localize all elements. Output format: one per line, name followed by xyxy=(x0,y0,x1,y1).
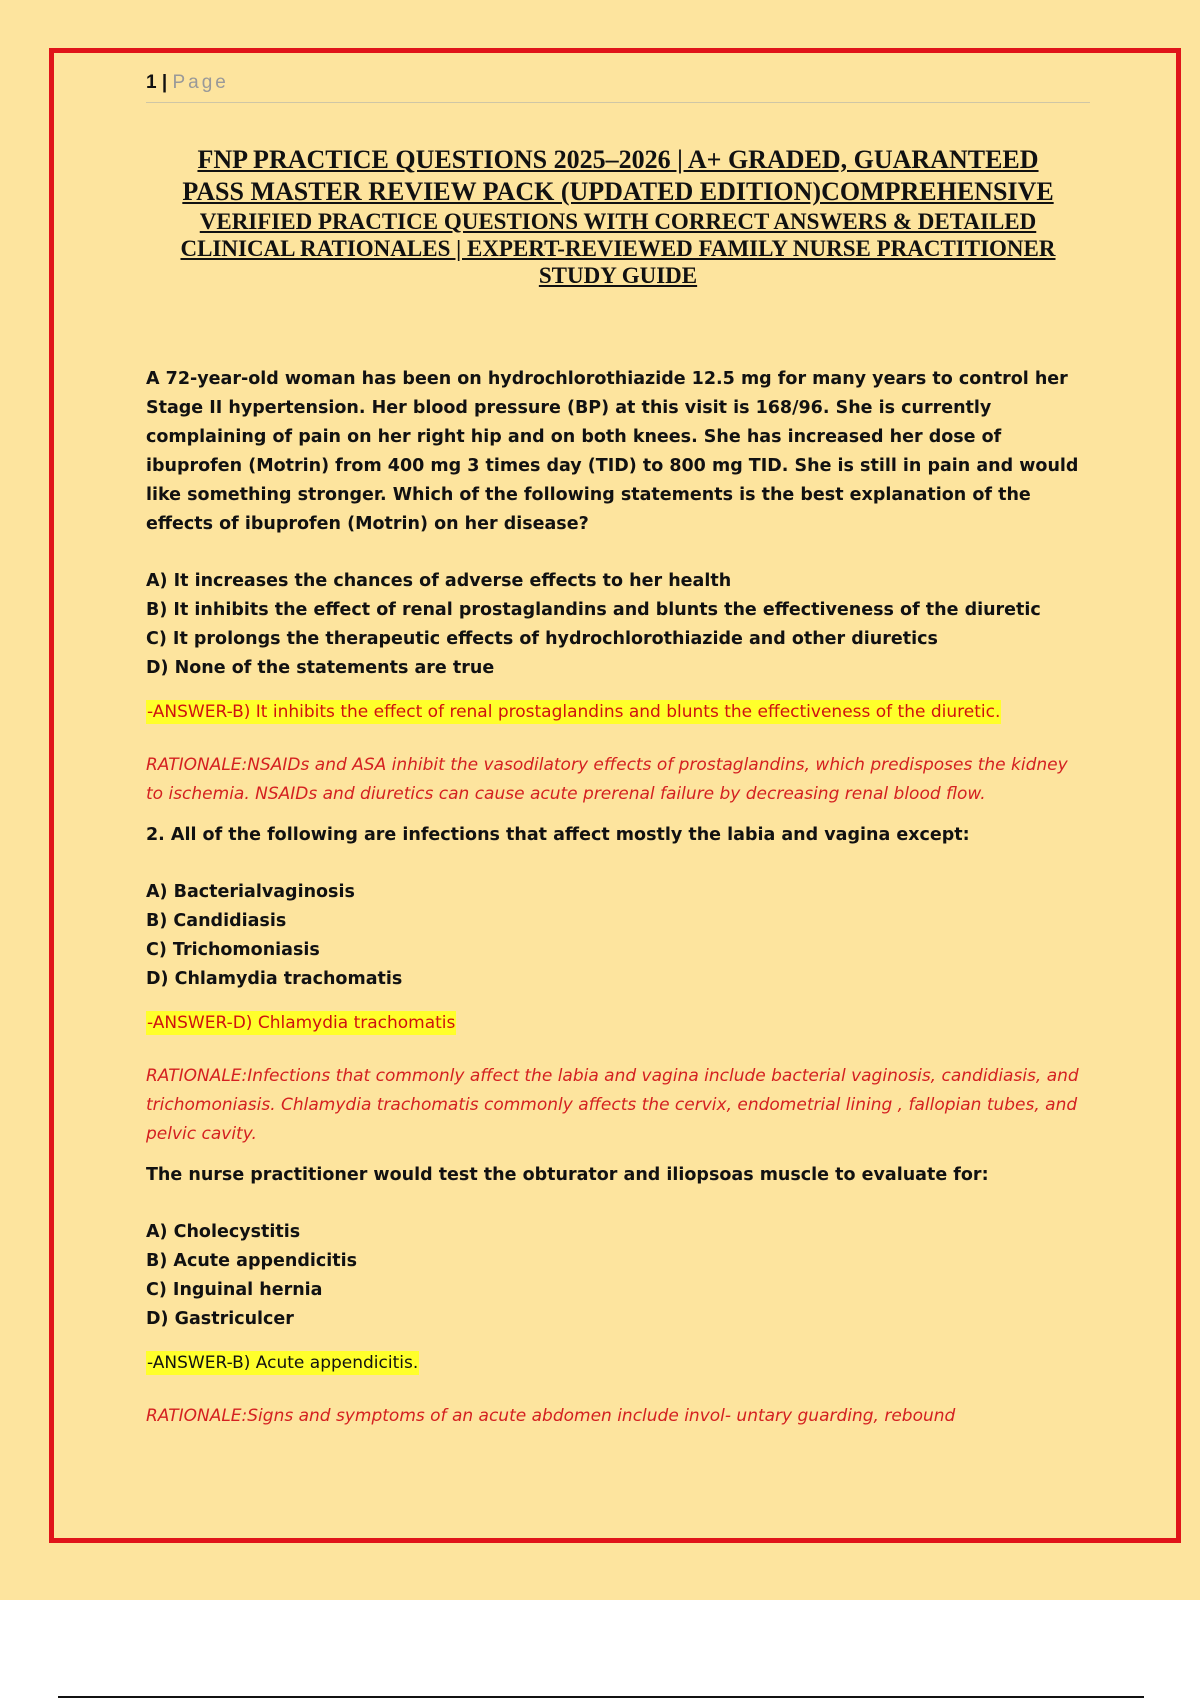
rationale-text: RATIONALE:NSAIDs and ASA inhibit the vasodilatory effects of prostaglandins, which predisposes the kidney to ischemia. NSAIDs and diuretics can cause acute prerenal failure by decreasing renal blood flow. xyxy=(146,755,1068,804)
option-a: A) Cholecystitis xyxy=(146,1222,301,1242)
question-text: The nurse practitioner would test the obturator and iliopsoas muscle to evaluate for: xyxy=(146,1165,989,1185)
answer-line xyxy=(146,1008,1090,1038)
option-d: D) None of the statements are true xyxy=(146,658,495,678)
title-line: VERIFIED PRACTICE QUESTIONS WITH CORRECT ANSWERS & DETAILED xyxy=(199,209,1037,234)
option-b: B) Acute appendicitis xyxy=(146,1251,357,1271)
page-header xyxy=(146,72,1090,103)
option-a: A) It increases the chances of adverse effects to her health xyxy=(146,571,732,591)
option-b: B) Candidiasis xyxy=(146,911,287,931)
title-line: STUDY GUIDE xyxy=(538,263,698,288)
option-a: A) Bacterialvaginosis xyxy=(146,882,355,902)
question-text: A 72-year-old woman has been on hydrochlorothiazide 12.5 mg for many years to control her Stage II hypertension. Her blood pressure (BP) at this visit is 168/96. She is currently complaining of pain on her right hip and on both knees. She has increased her dose of ibuprofen (Motrin) from 400 mg 3 times day (TID) to 800 mg TID. She is still in pain and would like something stronger. Which of the following statements is the best explanation of the effects of ibuprofen (Motrin) on her disease? xyxy=(146,369,1079,534)
question-text: 2. All of the following are infections that affect mostly the labia and vagina except: xyxy=(146,825,970,845)
title-line: CLINICAL RATIONALES | EXPERT-REVIEWED FAMILY NURSE PRACTITIONER xyxy=(180,236,1056,261)
answer-highlight: -ANSWER-B) Acute appendicitis. xyxy=(147,1353,419,1373)
answer-options xyxy=(146,1218,1090,1334)
answer-line xyxy=(146,697,1090,727)
page-number: 1 xyxy=(146,72,157,93)
answer-line xyxy=(146,1348,1090,1378)
answer-highlight: -ANSWER-D) Chlamydia trachomatis xyxy=(147,1013,456,1033)
page-label: Page xyxy=(172,72,229,93)
rationale-text: RATIONALE:Infections that commonly affect the labia and vagina include bacterial vaginosis, candidiasis, and trichomoniasis. Chlamydia trachomatis commonly affects the cervix, endometrial lining , fallopian tubes, and pelvic cavity. xyxy=(146,1066,1079,1144)
option-d: D) Gastriculcer xyxy=(146,1309,294,1329)
question-block xyxy=(146,821,1090,1149)
document-title xyxy=(146,144,1090,289)
rationale-text: RATIONALE:Signs and symptoms of an acute abdomen include invol- untary guarding, rebound xyxy=(146,1406,956,1426)
question-block xyxy=(146,1161,1090,1431)
option-c: C) It prolongs the therapeutic effects of hydrochlorothiazide and other diuretics xyxy=(146,629,938,649)
answer-options xyxy=(146,878,1090,994)
answer-options xyxy=(146,567,1090,683)
question-block xyxy=(146,365,1090,809)
option-c: C) Trichomoniasis xyxy=(146,940,320,960)
title-line: PASS MASTER REVIEW PACK (UPDATED EDITION)COMPREHENSIVE xyxy=(182,177,1054,206)
option-d: D) Chlamydia trachomatis xyxy=(146,969,403,989)
footer-divider xyxy=(58,1696,1144,1698)
questions-body xyxy=(146,365,1090,1431)
page-separator: | xyxy=(161,72,168,93)
option-c: C) Inguinal hernia xyxy=(146,1280,323,1300)
option-b: B) It inhibits the effect of renal prostaglandins and blunts the effectiveness of the diuretic xyxy=(146,600,1041,620)
answer-highlight: -ANSWER-B) It inhibits the effect of renal prostaglandins and blunts the effectiveness of the diuretic. xyxy=(147,702,1001,722)
title-line: FNP PRACTICE QUESTIONS 2025–2026 | A+ GRADED, GUARANTEED xyxy=(197,145,1039,174)
